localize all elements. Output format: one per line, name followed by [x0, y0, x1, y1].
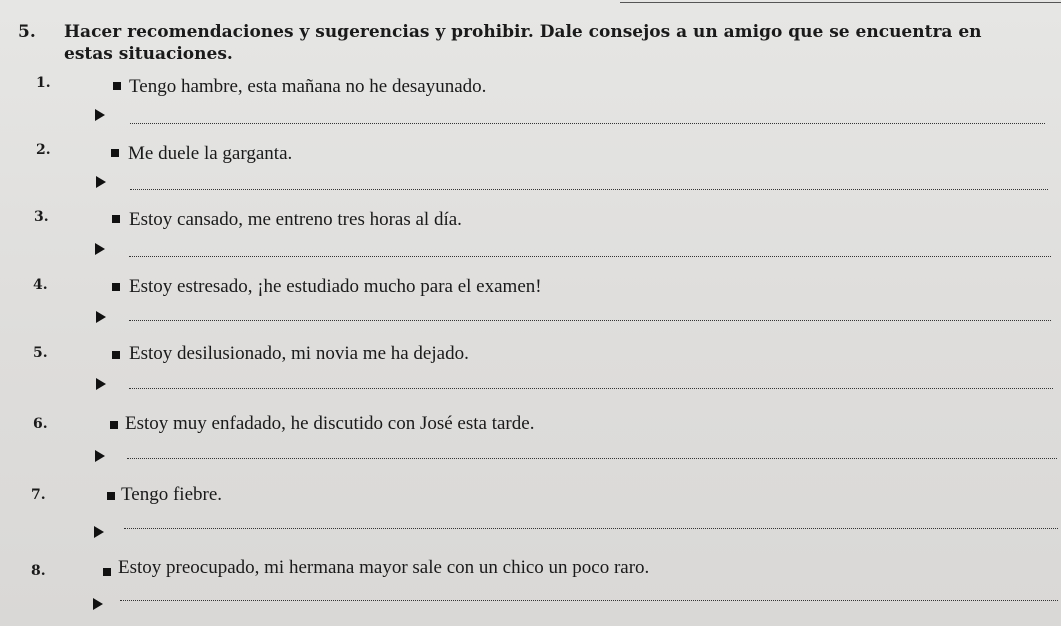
item-number: 1.	[36, 75, 51, 91]
arrow-right-icon	[96, 176, 106, 188]
answer-line[interactable]	[129, 256, 1051, 257]
answer-line[interactable]	[129, 320, 1051, 321]
item-number: 8.	[31, 563, 46, 579]
item-prompt: Me duele la garganta.	[128, 143, 293, 164]
arrow-right-icon	[95, 109, 105, 121]
item-number: 3.	[34, 209, 49, 225]
item-prompt: Estoy cansado, me entreno tres horas al día.	[129, 209, 462, 230]
arrow-right-icon	[96, 378, 106, 390]
item-prompt: Estoy estresado, ¡he estudiado mucho para el examen!	[129, 276, 542, 297]
bullet-square-icon	[103, 568, 111, 576]
arrow-right-icon	[95, 450, 105, 462]
item-prompt: Estoy desilusionado, mi novia me ha dejado.	[129, 343, 469, 364]
bullet-square-icon	[111, 149, 119, 157]
arrow-right-icon	[94, 526, 104, 538]
arrow-right-icon	[95, 243, 105, 255]
bullet-square-icon	[112, 215, 120, 223]
item-prompt: Tengo hambre, esta mañana no he desayunado.	[129, 76, 487, 97]
bullet-square-icon	[107, 492, 115, 500]
bullet-square-icon	[113, 82, 121, 90]
bullet-square-icon	[110, 421, 118, 429]
answer-line[interactable]	[127, 458, 1057, 459]
item-number: 5.	[33, 345, 48, 361]
exercise-number: 5.	[18, 22, 36, 42]
item-number: 6.	[33, 416, 48, 432]
arrow-right-icon	[93, 598, 103, 610]
item-number: 7.	[31, 487, 46, 503]
bullet-square-icon	[112, 351, 120, 359]
item-prompt: Estoy muy enfadado, he discutido con José esta tarde.	[125, 413, 535, 434]
bullet-square-icon	[112, 283, 120, 291]
item-prompt: Tengo fiebre.	[121, 484, 223, 505]
item-number: 2.	[36, 142, 51, 158]
exercise-title: Hacer recomendaciones y sugerencias y prohibir. Dale consejos a un amigo que se encuentra en estas situaciones.	[64, 22, 982, 64]
answer-line[interactable]	[130, 189, 1048, 190]
answer-line[interactable]	[124, 528, 1058, 529]
answer-line[interactable]	[129, 388, 1053, 389]
answer-line[interactable]	[130, 123, 1045, 124]
arrow-right-icon	[96, 311, 106, 323]
item-prompt: Estoy preocupado, mi hermana mayor sale con un chico un poco raro.	[118, 557, 650, 578]
answer-line[interactable]	[120, 600, 1058, 601]
item-number: 4.	[33, 277, 48, 293]
